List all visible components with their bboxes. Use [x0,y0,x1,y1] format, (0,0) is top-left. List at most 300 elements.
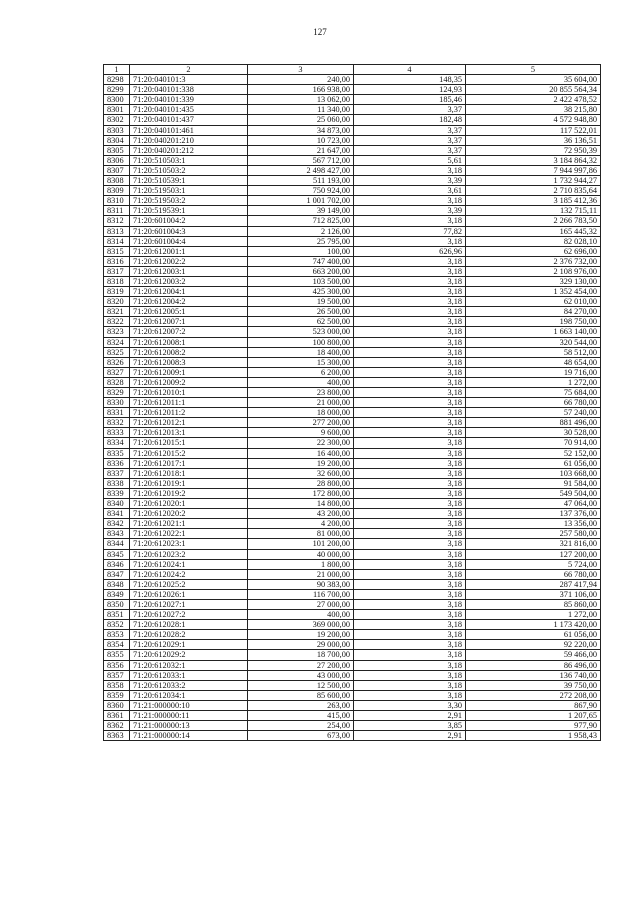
row-number-cell: 8318 [104,276,130,286]
row-number-cell: 8358 [104,680,130,690]
row-number-cell: 8347 [104,569,130,579]
row-number-cell: 8307 [104,165,130,175]
rate-value-cell: 124,93 [354,85,466,95]
row-number-cell: 8335 [104,448,130,458]
cadastral-value-cell: 48 654,00 [466,357,601,367]
area-value-cell: 21 000,00 [248,398,354,408]
cadastral-value-cell: 103 668,00 [466,468,601,478]
table-row [104,509,601,519]
table-row [104,711,601,721]
rate-value-cell: 3,37 [354,145,466,155]
cadastral-value-cell: 137 376,00 [466,509,601,519]
cadastral-value-cell: 549 504,00 [466,488,601,498]
area-value-cell: 747 400,00 [248,256,354,266]
table-row [104,640,601,650]
cadastral-value-cell: 881 496,00 [466,418,601,428]
cadastral-value-cell: 272 208,00 [466,690,601,700]
row-number-cell: 8310 [104,196,130,206]
cadastral-number-cell: 71:20:040201:212 [130,145,248,155]
row-number-cell: 8353 [104,630,130,640]
row-number-cell: 8354 [104,640,130,650]
area-value-cell: 43 000,00 [248,670,354,680]
table-row [104,115,601,125]
rate-value-cell: 3,85 [354,721,466,731]
area-value-cell: 26 500,00 [248,307,354,317]
cadastral-number-cell: 71:20:612021:1 [130,519,248,529]
row-number-cell: 8341 [104,509,130,519]
area-value-cell: 16 400,00 [248,448,354,458]
rate-value-cell: 3,18 [354,488,466,498]
rate-value-cell: 3,18 [354,367,466,377]
rate-value-cell: 3,39 [354,176,466,186]
cadastral-value-cell: 320 544,00 [466,337,601,347]
rate-value-cell: 3,37 [354,125,466,135]
cadastral-value-cell: 85 860,00 [466,599,601,609]
table-row [104,690,601,700]
area-value-cell: 511 193,00 [248,176,354,186]
cadastral-number-cell: 71:20:612015:1 [130,438,248,448]
cadastral-value-cell: 62 696,00 [466,246,601,256]
area-value-cell: 400,00 [248,377,354,387]
cadastral-number-cell: 71:20:612032:1 [130,660,248,670]
area-value-cell: 28 800,00 [248,478,354,488]
table-row [104,216,601,226]
column-header-2: 2 [130,65,248,75]
area-value-cell: 750 924,00 [248,186,354,196]
table-row [104,246,601,256]
table-row [104,428,601,438]
table-row [104,468,601,478]
table-row [104,408,601,418]
table-row [104,85,601,95]
row-number-cell: 8328 [104,377,130,387]
table-row [104,307,601,317]
cadastral-number-cell: 71:20:612020:2 [130,509,248,519]
area-value-cell: 567 712,00 [248,155,354,165]
table-row [104,418,601,428]
row-number-cell: 8315 [104,246,130,256]
cadastral-value-cell: 3 185 412,36 [466,196,601,206]
area-value-cell: 254,00 [248,721,354,731]
rate-value-cell: 3,18 [354,327,466,337]
cadastral-value-cell: 47 064,00 [466,499,601,509]
cadastral-number-cell: 71:21:000000:10 [130,700,248,710]
table-row [104,347,601,357]
table-row [104,165,601,175]
cadastral-value-cell: 61 056,00 [466,458,601,468]
table-row [104,236,601,246]
area-value-cell: 32 600,00 [248,468,354,478]
rate-value-cell: 3,18 [354,448,466,458]
cadastral-number-cell: 71:20:601004:3 [130,226,248,236]
area-value-cell: 103 500,00 [248,276,354,286]
cadastral-number-cell: 71:20:612012:1 [130,418,248,428]
row-number-cell: 8333 [104,428,130,438]
table-row [104,276,601,286]
cadastral-value-cell: 2 108 976,00 [466,266,601,276]
area-value-cell: 34 873,00 [248,125,354,135]
rate-value-cell: 3,18 [354,620,466,630]
row-number-cell: 8311 [104,206,130,216]
row-number-cell: 8344 [104,539,130,549]
cadastral-number-cell: 71:20:612008:3 [130,357,248,367]
area-value-cell: 90 383,00 [248,579,354,589]
area-value-cell: 18 400,00 [248,347,354,357]
area-value-cell: 263,00 [248,700,354,710]
rate-value-cell: 3,18 [354,569,466,579]
row-number-cell: 8337 [104,468,130,478]
cadastral-number-cell: 71:20:612028:1 [130,620,248,630]
rate-value-cell: 3,18 [354,559,466,569]
cadastral-value-cell: 2 266 783,50 [466,216,601,226]
cadastral-value-cell: 92 220,00 [466,640,601,650]
area-value-cell: 25 060,00 [248,115,354,125]
row-number-cell: 8363 [104,731,130,741]
cadastral-number-cell: 71:20:612007:1 [130,317,248,327]
row-number-cell: 8299 [104,85,130,95]
table-row [104,226,601,236]
cadastral-number-cell: 71:20:612007:2 [130,327,248,337]
cadastral-number-cell: 71:20:612033:2 [130,680,248,690]
cadastral-number-cell: 71:20:612020:1 [130,499,248,509]
cadastral-number-cell: 71:20:612024:1 [130,559,248,569]
row-number-cell: 8317 [104,266,130,276]
row-number-cell: 8309 [104,186,130,196]
cadastral-number-cell: 71:20:612027:1 [130,599,248,609]
table-row [104,398,601,408]
cadastral-number-cell: 71:20:040101:461 [130,125,248,135]
rate-value-cell: 3,18 [354,579,466,589]
row-number-cell: 8350 [104,599,130,609]
rate-value-cell: 3,18 [354,317,466,327]
cadastral-value-cell: 329 130,00 [466,276,601,286]
rate-value-cell: 3,18 [354,428,466,438]
row-number-cell: 8302 [104,115,130,125]
rate-value-cell: 3,18 [354,307,466,317]
table-row [104,105,601,115]
rate-value-cell: 3,18 [354,499,466,509]
table-row [104,155,601,165]
cadastral-value-cell: 1 173 420,00 [466,620,601,630]
row-number-cell: 8332 [104,418,130,428]
row-number-cell: 8298 [104,75,130,85]
cadastral-value-cell: 36 136,51 [466,135,601,145]
cadastral-value-cell: 38 215,80 [466,105,601,115]
area-value-cell: 1 001 702,00 [248,196,354,206]
rate-value-cell: 3,18 [354,670,466,680]
table-row [104,610,601,620]
rate-value-cell: 3,37 [354,105,466,115]
cadastral-value-cell: 57 240,00 [466,408,601,418]
cadastral-value-cell: 127 200,00 [466,549,601,559]
rate-value-cell: 626,96 [354,246,466,256]
area-value-cell: 22 300,00 [248,438,354,448]
cadastral-value-cell: 58 512,00 [466,347,601,357]
cadastral-value-cell: 19 716,00 [466,367,601,377]
area-value-cell: 100 800,00 [248,337,354,347]
rate-value-cell: 3,18 [354,458,466,468]
cadastral-number-cell: 71:20:612027:2 [130,610,248,620]
column-header-3: 3 [248,65,354,75]
rate-value-cell: 3,18 [354,236,466,246]
table-row [104,650,601,660]
table-row [104,478,601,488]
column-header-1: 1 [104,65,130,75]
row-number-cell: 8349 [104,589,130,599]
column-header-5: 5 [466,65,601,75]
cadastral-number-cell: 71:20:040101:435 [130,105,248,115]
rate-value-cell: 77,82 [354,226,466,236]
cadastral-number-cell: 71:20:612005:1 [130,307,248,317]
rate-value-cell: 182,48 [354,115,466,125]
row-number-cell: 8348 [104,579,130,589]
rate-value-cell: 3,18 [354,165,466,175]
rate-value-cell: 3,37 [354,135,466,145]
cadastral-number-cell: 71:20:612018:1 [130,468,248,478]
cadastral-value-cell: 2 710 835,64 [466,186,601,196]
rate-value-cell: 3,39 [354,206,466,216]
cadastral-number-cell: 71:20:040101:338 [130,85,248,95]
cadastral-value-cell: 321 816,00 [466,539,601,549]
area-value-cell: 172 800,00 [248,488,354,498]
area-value-cell: 663 200,00 [248,266,354,276]
area-value-cell: 81 000,00 [248,529,354,539]
cadastral-value-cell: 2 376 732,00 [466,256,601,266]
cadastral-number-cell: 71:20:612010:1 [130,388,248,398]
table-row [104,95,601,105]
cadastral-value-cell: 1 352 454,00 [466,287,601,297]
row-number-cell: 8324 [104,337,130,347]
rate-value-cell: 3,18 [354,438,466,448]
row-number-cell: 8356 [104,660,130,670]
table-row [104,549,601,559]
cadastral-number-cell: 71:20:601004:2 [130,216,248,226]
area-value-cell: 23 800,00 [248,388,354,398]
rate-value-cell: 3,18 [354,297,466,307]
row-number-cell: 8357 [104,670,130,680]
table-row [104,731,601,741]
table-row [104,125,601,135]
cadastral-value-cell: 62 010,00 [466,297,601,307]
rate-value-cell: 3,18 [354,640,466,650]
rate-value-cell: 3,18 [354,680,466,690]
table-row [104,458,601,468]
cadastral-value-cell: 165 445,32 [466,226,601,236]
cadastral-value-cell: 4 572 948,80 [466,115,601,125]
cadastral-number-cell: 71:20:510539:1 [130,176,248,186]
area-value-cell: 425 300,00 [248,287,354,297]
rate-value-cell: 185,46 [354,95,466,105]
row-number-cell: 8313 [104,226,130,236]
cadastral-number-cell: 71:21:000000:11 [130,711,248,721]
rate-value-cell: 3,18 [354,377,466,387]
cadastral-value-cell: 86 496,00 [466,660,601,670]
table-row [104,388,601,398]
cadastral-number-cell: 71:20:612022:1 [130,529,248,539]
table-row [104,135,601,145]
rate-value-cell: 3,18 [354,398,466,408]
rate-value-cell: 3,18 [354,599,466,609]
row-number-cell: 8343 [104,529,130,539]
table-row [104,145,601,155]
row-number-cell: 8340 [104,499,130,509]
rate-value-cell: 3,18 [354,630,466,640]
cadastral-number-cell: 71:20:040201:210 [130,135,248,145]
cadastral-number-cell: 71:20:612009:1 [130,367,248,377]
table-row [104,448,601,458]
rate-value-cell: 2,91 [354,731,466,741]
row-number-cell: 8323 [104,327,130,337]
table-row [104,499,601,509]
cadastral-number-cell: 71:21:000000:14 [130,731,248,741]
table-row [104,256,601,266]
cadastral-number-cell: 71:20:612024:2 [130,569,248,579]
row-number-cell: 8352 [104,620,130,630]
table-row [104,75,601,85]
row-number-cell: 8322 [104,317,130,327]
row-number-cell: 8329 [104,388,130,398]
row-number-cell: 8342 [104,519,130,529]
area-value-cell: 4 200,00 [248,519,354,529]
area-value-cell: 9 600,00 [248,428,354,438]
cadastral-number-cell: 71:20:612001:1 [130,246,248,256]
area-value-cell: 14 800,00 [248,499,354,509]
area-value-cell: 40 000,00 [248,549,354,559]
area-value-cell: 523 000,00 [248,327,354,337]
header-row [104,65,601,75]
cadastral-value-cell: 13 356,00 [466,519,601,529]
rate-value-cell: 3,18 [354,196,466,206]
cadastral-value-cell: 82 028,10 [466,236,601,246]
cadastral-number-cell: 71:20:612013:1 [130,428,248,438]
cadastral-number-cell: 71:20:519503:1 [130,186,248,196]
area-value-cell: 240,00 [248,75,354,85]
cadastral-value-cell: 867,90 [466,700,601,710]
cadastral-value-cell: 30 528,00 [466,428,601,438]
table-row [104,579,601,589]
cadastral-number-cell: 71:20:612002:2 [130,256,248,266]
rate-value-cell: 3,30 [354,700,466,710]
table-row [104,670,601,680]
row-number-cell: 8334 [104,438,130,448]
rate-value-cell: 5,61 [354,155,466,165]
cadastral-value-cell: 91 584,00 [466,478,601,488]
cadastral-value-cell: 977,90 [466,721,601,731]
row-number-cell: 8316 [104,256,130,266]
cadastral-value-cell: 72 950,39 [466,145,601,155]
cadastral-value-cell: 66 780,00 [466,569,601,579]
cadastral-number-cell: 71:20:612023:2 [130,549,248,559]
cadastral-number-cell: 71:20:612028:2 [130,630,248,640]
area-value-cell: 101 200,00 [248,539,354,549]
area-value-cell: 712 825,00 [248,216,354,226]
area-value-cell: 369 000,00 [248,620,354,630]
cadastral-number-cell: 71:20:612029:1 [130,640,248,650]
cadastral-value-cell: 1 958,43 [466,731,601,741]
rate-value-cell: 3,18 [354,408,466,418]
area-value-cell: 10 723,00 [248,135,354,145]
row-number-cell: 8325 [104,347,130,357]
table-row [104,630,601,640]
cadastral-value-cell: 59 466,00 [466,650,601,660]
area-value-cell: 415,00 [248,711,354,721]
cadastral-value-cell: 2 422 478,52 [466,95,601,105]
cadastral-value-cell: 1 272,00 [466,610,601,620]
row-number-cell: 8346 [104,559,130,569]
rate-value-cell: 3,61 [354,186,466,196]
cadastral-number-cell: 71:20:612019:1 [130,478,248,488]
rate-value-cell: 3,18 [354,509,466,519]
row-number-cell: 8312 [104,216,130,226]
table-row [104,700,601,710]
rate-value-cell: 3,18 [354,266,466,276]
cadastral-value-cell: 287 417,94 [466,579,601,589]
area-value-cell: 166 938,00 [248,85,354,95]
table-row [104,357,601,367]
cadastral-value-cell: 1 663 140,00 [466,327,601,337]
row-number-cell: 8338 [104,478,130,488]
area-value-cell: 18 000,00 [248,408,354,418]
cadastral-value-cell: 5 724,00 [466,559,601,569]
cadastral-value-cell: 39 750,00 [466,680,601,690]
row-number-cell: 8319 [104,287,130,297]
area-value-cell: 673,00 [248,731,354,741]
row-number-cell: 8359 [104,690,130,700]
area-value-cell: 25 795,00 [248,236,354,246]
cadastral-number-cell: 71:20:612026:1 [130,589,248,599]
area-value-cell: 15 300,00 [248,357,354,367]
rate-value-cell: 3,18 [354,529,466,539]
cadastral-number-cell: 71:20:612004:1 [130,287,248,297]
row-number-cell: 8339 [104,488,130,498]
area-value-cell: 19 200,00 [248,630,354,640]
row-number-cell: 8336 [104,458,130,468]
cadastral-number-cell: 71:20:601004:4 [130,236,248,246]
cadastral-number-cell: 71:20:612023:1 [130,539,248,549]
row-number-cell: 8327 [104,367,130,377]
row-number-cell: 8345 [104,549,130,559]
rate-value-cell: 3,18 [354,660,466,670]
cadastral-number-cell: 71:20:040101:339 [130,95,248,105]
table-row [104,529,601,539]
row-number-cell: 8305 [104,145,130,155]
table-row [104,337,601,347]
area-value-cell: 39 149,00 [248,206,354,216]
area-value-cell: 62 500,00 [248,317,354,327]
rate-value-cell: 3,18 [354,337,466,347]
cadastral-number-cell: 71:20:612009:2 [130,377,248,387]
rate-value-cell: 3,18 [354,519,466,529]
table-row [104,377,601,387]
rate-value-cell: 3,18 [354,478,466,488]
table-row [104,438,601,448]
cadastral-number-cell: 71:20:612033:1 [130,670,248,680]
row-number-cell: 8314 [104,236,130,246]
table-body [104,75,601,741]
table-row [104,186,601,196]
cadastral-value-cell: 117 522,01 [466,125,601,135]
table-row [104,589,601,599]
cadastral-number-cell: 71:20:612011:1 [130,398,248,408]
row-number-cell: 8303 [104,125,130,135]
table-row [104,539,601,549]
cadastral-number-cell: 71:20:612025:2 [130,579,248,589]
cadastral-number-cell: 71:20:612008:2 [130,347,248,357]
table-row [104,569,601,579]
row-number-cell: 8301 [104,105,130,115]
table-row [104,317,601,327]
area-value-cell: 21 000,00 [248,569,354,579]
